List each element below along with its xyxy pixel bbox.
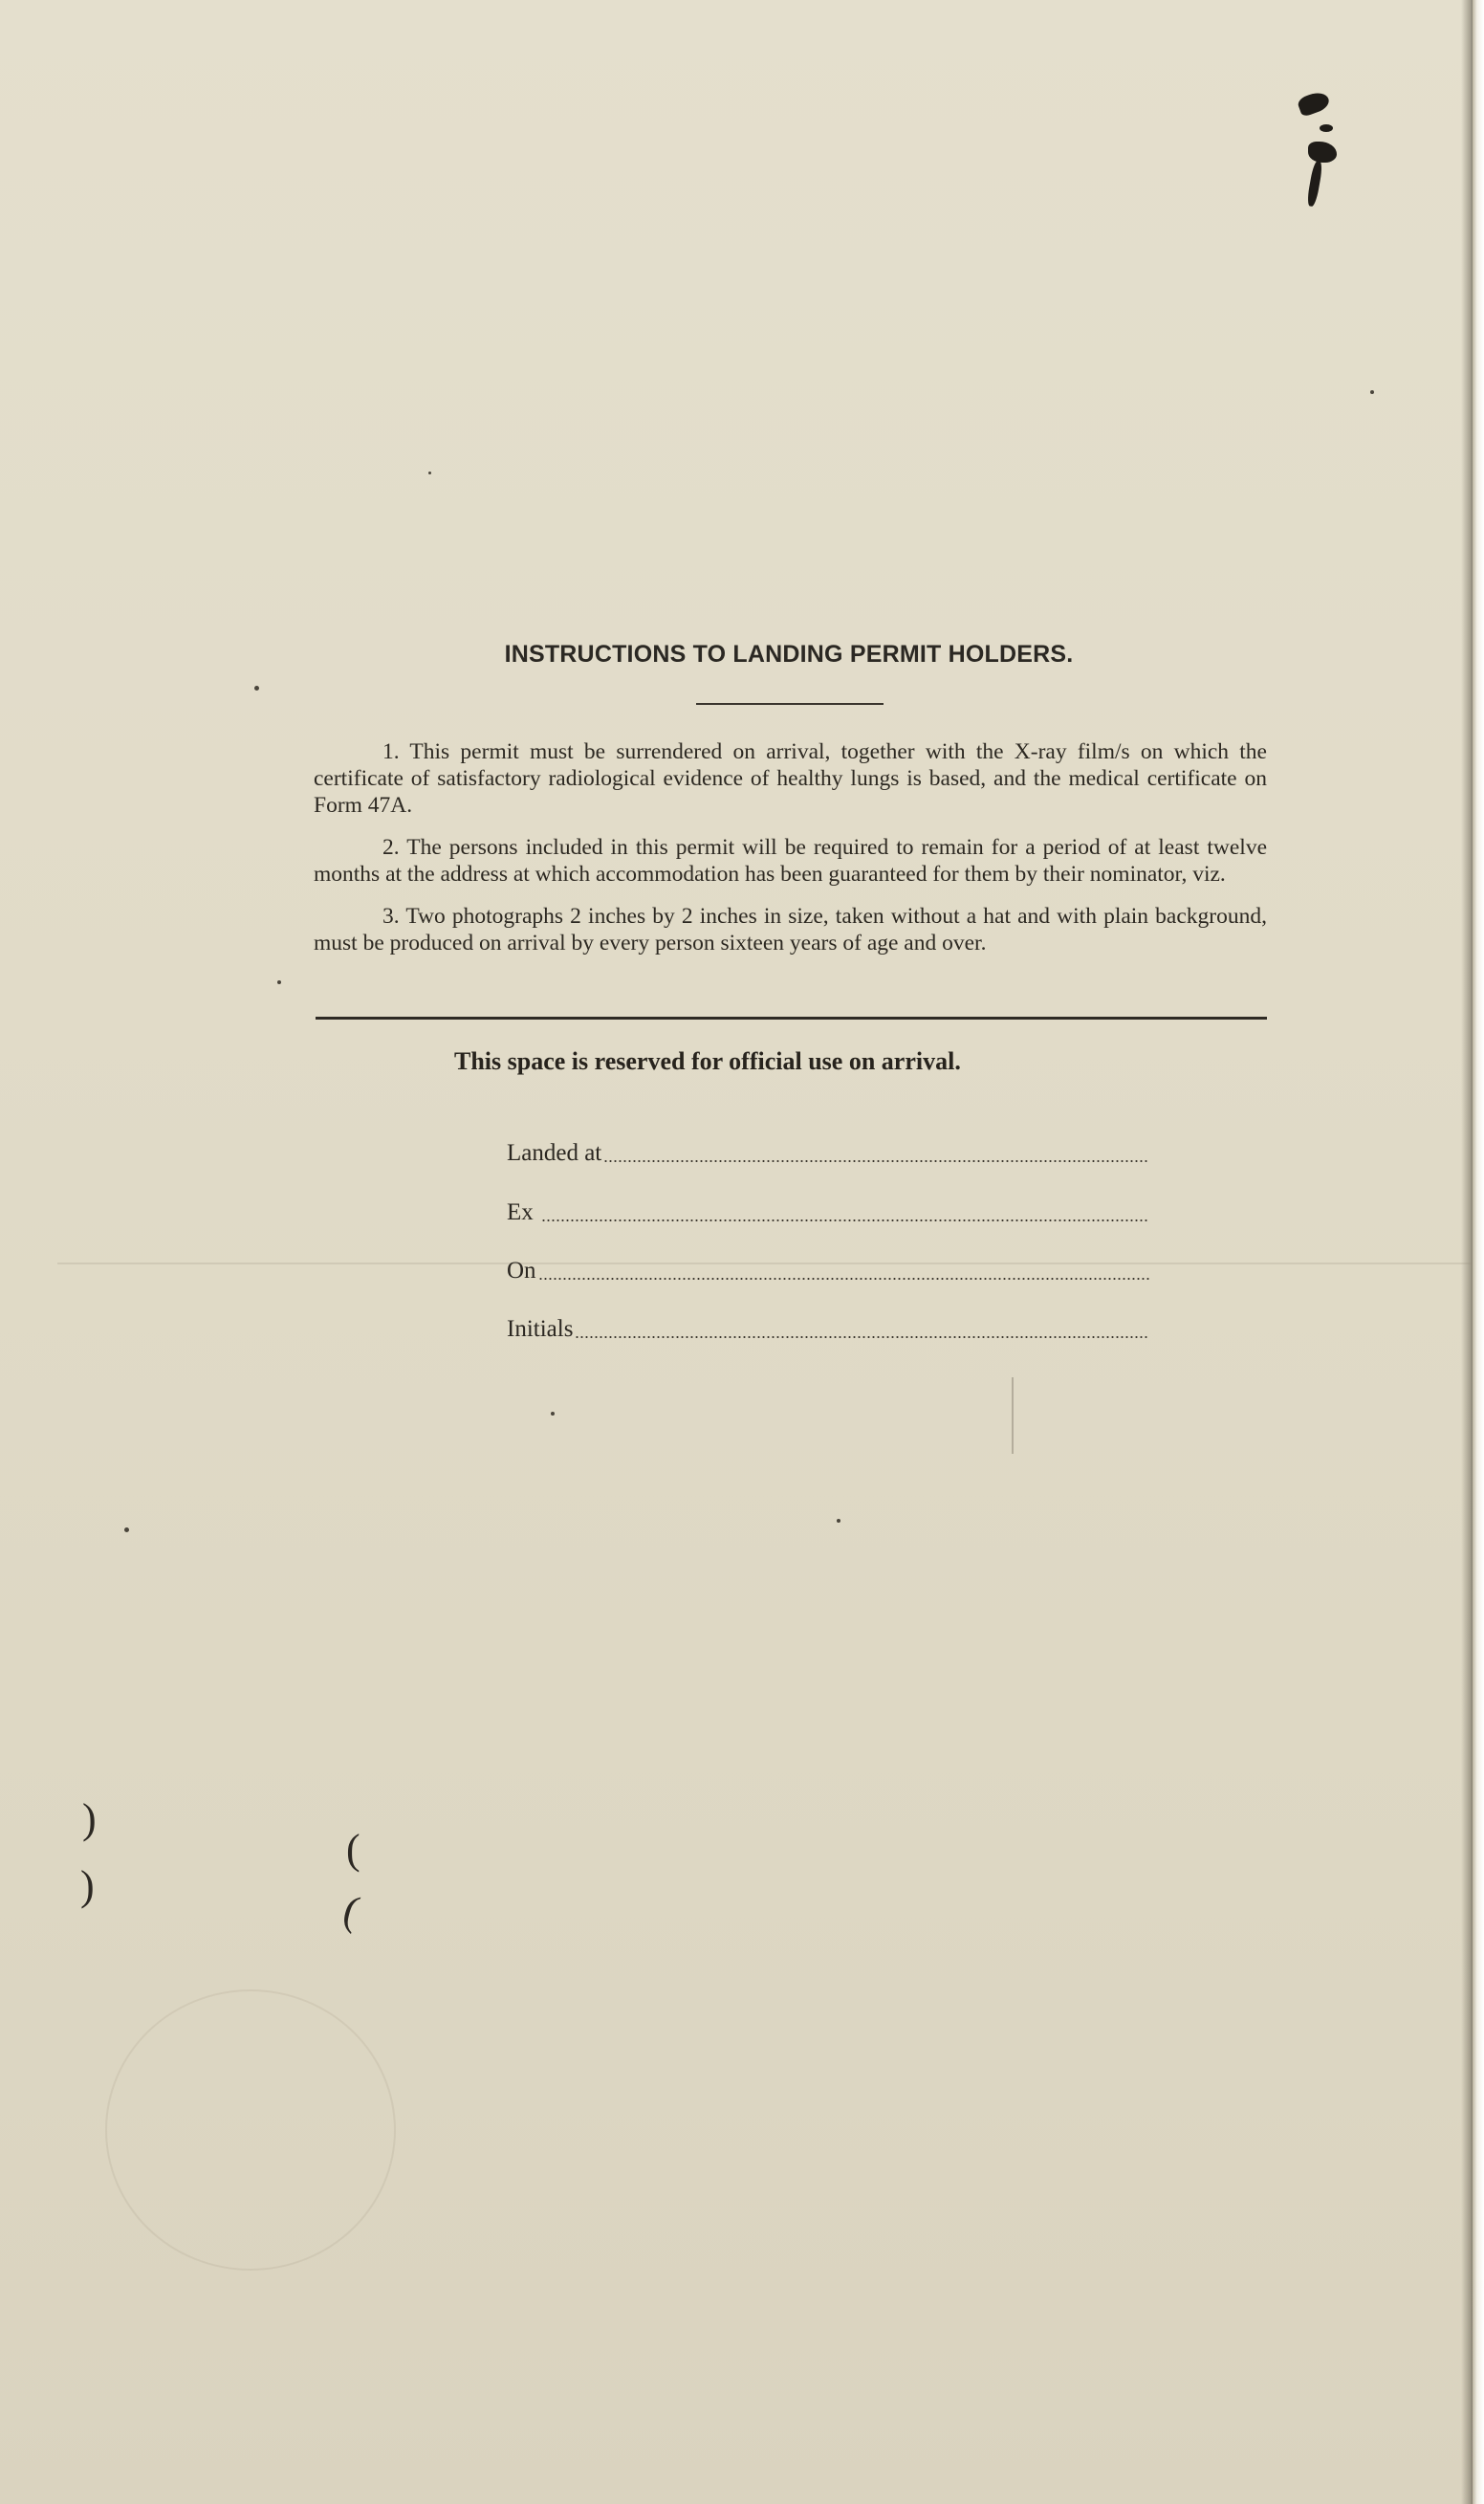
landed-at-dotted-line[interactable] [603,1160,1149,1162]
speck [837,1519,840,1523]
initials-label: Initials [507,1316,574,1342]
paper-crease-vertical [1012,1377,1014,1454]
on-field[interactable] [507,1252,1149,1285]
ex-label: Ex [507,1199,534,1225]
speck [124,1527,129,1532]
section-divider [316,1017,1267,1020]
ex-field[interactable] [507,1194,1149,1226]
instruction-2: 2. The persons included in this permit will be required to remain for a period of at least twelve months at the address at which accommodation has been guaranteed for them by their nominator, viz. [314,835,1267,887]
on-label: On [507,1258,536,1284]
paper-edge [1473,0,1484,2504]
initials-field[interactable] [507,1310,1149,1343]
on-dotted-line[interactable] [538,1278,1149,1280]
document-title: INSTRUCTIONS TO LANDING PERMIT HOLDERS. [504,641,1074,668]
instruction-1: 1. This permit must be surrendered on arrival, together with the X-ray film/s on which the certificate of satisfactory radiological evidence of healthy lungs is based, and the medical certificate on Form 47A. [314,739,1267,818]
title-underline [696,703,884,705]
margin-mark: ) [80,1862,95,1909]
margin-mark: ( [346,1826,360,1873]
instruction-3: 3. Two photographs 2 inches by 2 inches in size, taken without a hat and with plain background, must be produced on arrival by every person sixteen years of age and over. [314,904,1267,955]
speck [551,1412,555,1416]
speck [1370,390,1374,394]
speck [277,980,281,984]
speck [254,686,259,691]
instructions-list [314,738,1267,972]
speck [428,472,431,474]
official-use-heading: This space is reserved for official use on arrival. [454,1047,961,1075]
landed-at-field[interactable] [507,1134,1149,1167]
faint-stamp-stain [105,1989,396,2271]
margin-mark: ) [82,1795,97,1842]
landed-at-label: Landed at [507,1140,602,1166]
initials-dotted-line[interactable] [575,1336,1149,1338]
ex-dotted-line[interactable] [541,1219,1149,1221]
ink-blot-small [1320,124,1333,132]
margin-mark: ( [338,1885,364,1936]
